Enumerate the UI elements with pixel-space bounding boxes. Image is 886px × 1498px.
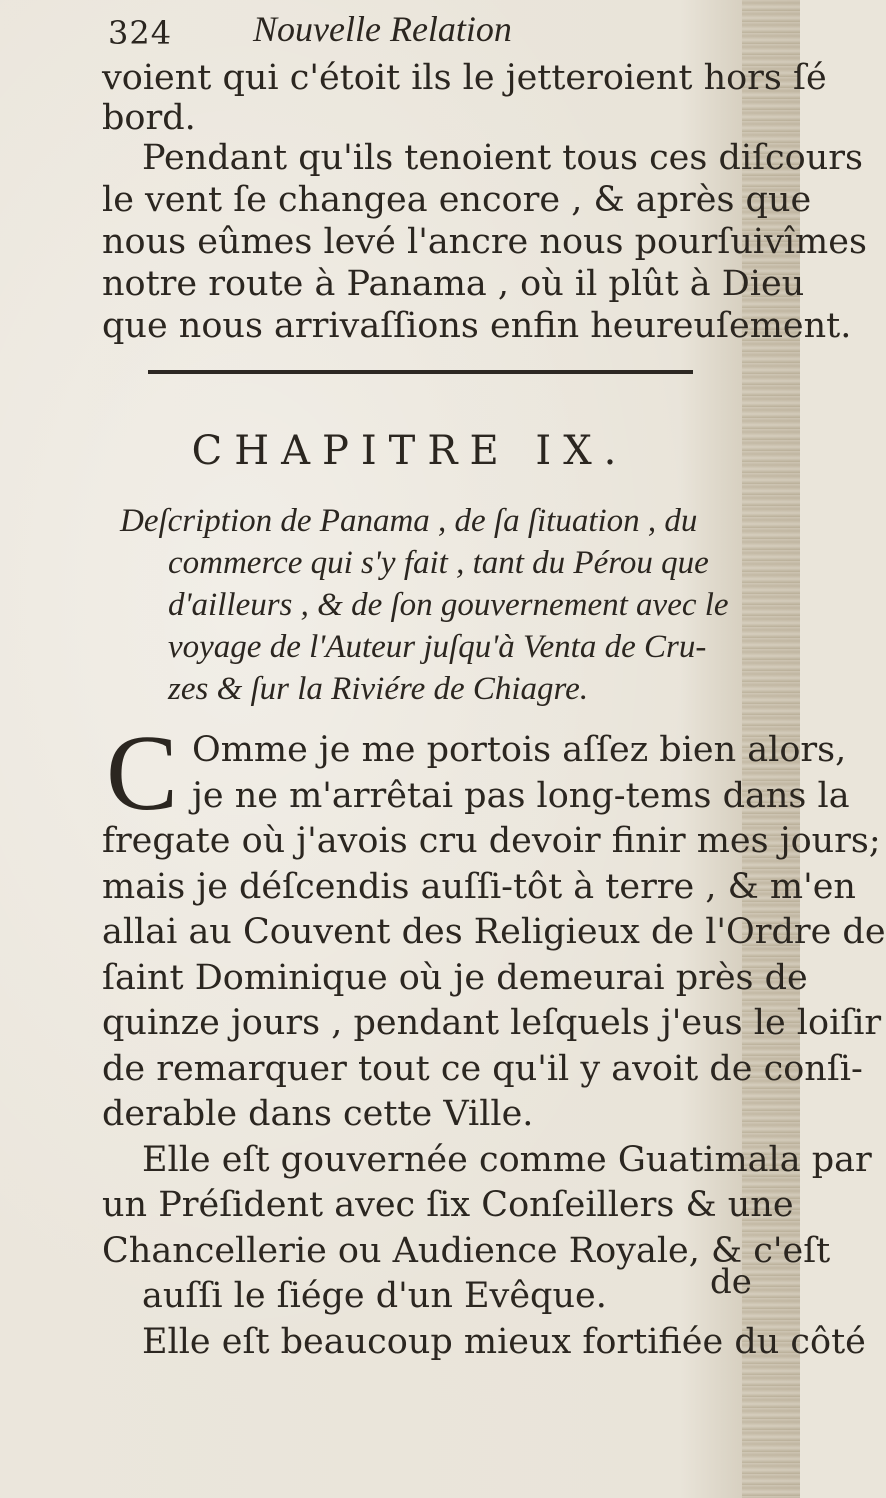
text-line: le vent ſe changea encore , & après que <box>102 180 812 220</box>
running-title: Nouvelle Relation <box>253 9 512 49</box>
body-line: allai au Couvent des Religieux de l'Ordre de <box>102 912 886 952</box>
drop-cap: C <box>106 714 179 833</box>
summary-line: voyage de l'Auteur juſqu'à Venta de Cru- <box>168 629 707 665</box>
summary-line: zes & ſur la Riviére de Chiagre. <box>168 671 589 707</box>
chapter-title: CHAPITRE IX. <box>191 428 629 474</box>
page-header <box>108 8 728 56</box>
body-line: Omme je me portois aſſez bien alors, <box>192 730 847 770</box>
page-number: 324 <box>108 14 173 52</box>
body-line: derable dans cette Ville. <box>102 1094 534 1134</box>
chapter-summary <box>120 500 729 710</box>
body-paragraphs <box>102 728 886 1365</box>
text-line: Pendant qu'ils tenoient tous ces diſcours <box>142 138 863 178</box>
body-line: je ne m'arrêtai pas long-tems dans la <box>192 775 850 816</box>
text-line: nous eûmes levé l'ancre nous pourſuivîmes <box>102 222 867 262</box>
body-line: quinze jours , pendant leſquels j'eus le loiſir <box>102 1003 882 1043</box>
body-line: ſaint Dominique où je demeurai près de <box>102 957 808 998</box>
text-line: bord. <box>102 98 196 138</box>
body-line: de remarquer tout ce qu'il y avoit de conſi- <box>102 1048 863 1089</box>
summary-line: commerce qui s'y fait , tant du Pérou que <box>168 545 709 581</box>
body-line: fregate où j'avois cru devoir finir mes jours; <box>102 821 881 861</box>
body-line: Elle eſt gouvernée comme Guatimala par <box>142 1139 872 1180</box>
body-line: auſſi le ſiége d'un Evêque. <box>142 1276 607 1316</box>
text-line: que nous arrivaſſions enfin heureuſement. <box>102 306 852 346</box>
chapter-divider <box>148 370 693 374</box>
catchword: de <box>710 1262 752 1302</box>
summary-line: d'ailleurs , & de ſon gouvernement avec le <box>168 587 729 623</box>
body-line: mais je déſcendis auſſi-tôt à terre , & m'en <box>102 866 856 907</box>
body-line: Elle eſt beaucoup mieux fortifiée du côté <box>142 1321 866 1362</box>
body-line: Chancellerie ou Audience Royale, & c'eſt <box>102 1230 831 1271</box>
text-line: voient qui c'étoit ils le jetteroient hors ſé <box>102 58 827 98</box>
body-line: un Préſident avec ſix Conſeillers & une <box>102 1185 794 1225</box>
summary-line: Deſcription de Panama , de ſa ſituation , du <box>120 503 698 539</box>
text-line: notre route à Panama , où il plût à Dieu <box>102 264 805 304</box>
